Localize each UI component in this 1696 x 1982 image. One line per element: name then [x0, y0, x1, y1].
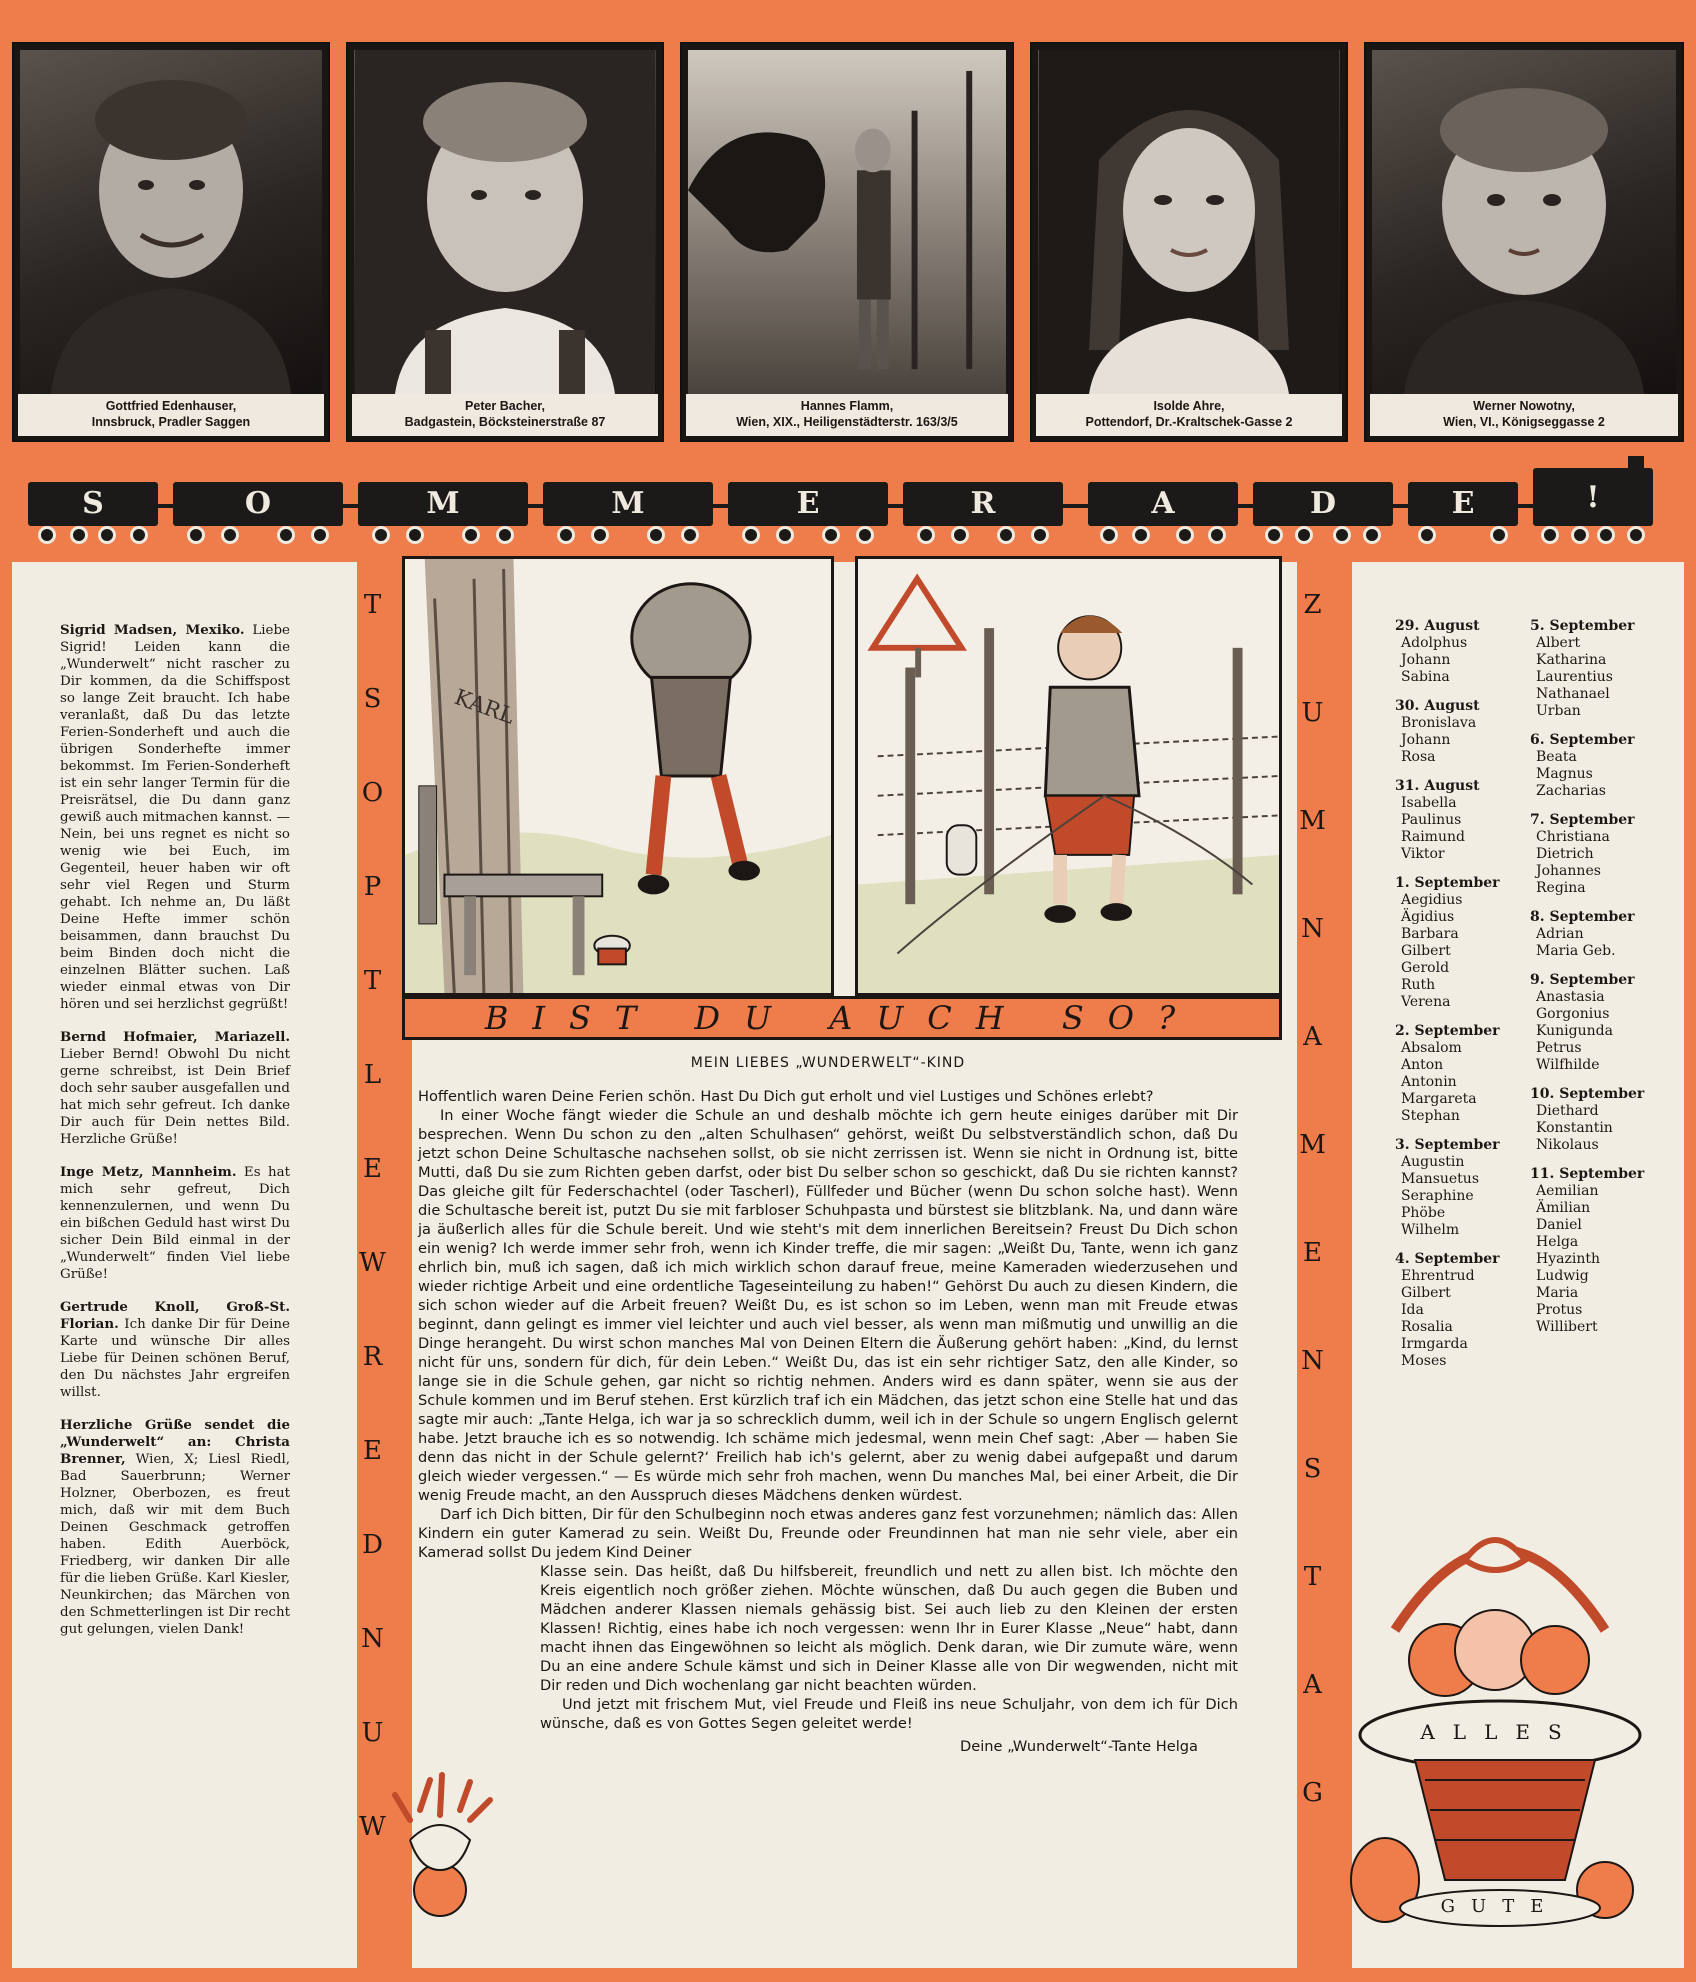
portrait-image	[1038, 50, 1340, 394]
letter-paragraph: Klasse sein. Das heißt, daß Du hilfsbereit, freundlich und nett zu allen bist. Ich möchte den Kreis eigentlich noch größer ziehen. Möchte wünschen, daß Du auch gegen die Buben und Mädchen anderer Klassen niemals gehässig bist. Sei auch lieb zu den Kleinen der ersten Klassen! Richtig, eines habe ich noch vergessen: wenn Ihr in Eurer Klasse „Neue“ habt, dann macht ihnen das Eingewöhnen so leicht als möglich. Denk daran, wie Dir zumute wäre, wenn Du an eine andere Schule kämst und sich in Deiner Klasse alle von Dir wegwenden, nicht mit Dir reden und Dich wochenlang gar nicht beachten würden.	[540, 1563, 1238, 1694]
sommer-ade-train-banner	[28, 456, 1668, 552]
nameday-date: 31. August	[1395, 778, 1480, 794]
portrait-image	[688, 50, 1006, 394]
ribbon-letter: T	[363, 966, 382, 996]
nameday-name: Raimund	[1401, 829, 1465, 845]
nameday-name: Rosa	[1401, 749, 1436, 765]
nameday-name: Wilhelm	[1401, 1222, 1460, 1238]
nameday-name: Adolphus	[1401, 635, 1468, 651]
nameday-name: Anastasia	[1536, 989, 1605, 1005]
nameday-name: Ehrentrud	[1401, 1268, 1475, 1284]
letter-paragraph: Hoffentlich waren Deine Ferien schön. Hast Du Dich gut erholt und viel Lustiges und Schönes erlebt?	[418, 1088, 1154, 1105]
post-entry	[60, 1029, 290, 1148]
ribbon-letter: E	[363, 1154, 382, 1184]
nameday-date: 6. September	[1530, 732, 1635, 748]
photo-address: Wien, VI., Königseggasse 2	[1443, 415, 1605, 429]
nameday-name: Irmgarda	[1401, 1336, 1468, 1352]
namenstag-list-left	[1395, 618, 1500, 1382]
photo-row	[12, 42, 1684, 442]
post-recipient: Sigrid Madsen, Mexiko.	[60, 622, 245, 638]
ribbon-left-text	[345, 590, 400, 1906]
ribbon-top	[12, 548, 1684, 562]
nameday-date: 30. August	[1395, 698, 1480, 714]
post-message: Ich danke Dir für Deine Karte und wünsche Dir alles Liebe für Deinen schönen Beruf, den Du nächstes Jahr ergreifen willst.	[60, 1317, 290, 1400]
train-wagon	[1408, 482, 1518, 526]
nameday-group	[1530, 909, 1644, 960]
ribbon-letter: L	[363, 1060, 382, 1090]
ribbon-letter: E	[1303, 1238, 1322, 1268]
ribbon-letters-right	[1285, 590, 1340, 1886]
photo-name: Peter Bacher,	[465, 399, 545, 413]
nameday-name: Regina	[1536, 880, 1586, 896]
photo-name: Gottfried Edenhauser,	[105, 399, 237, 413]
nameday-group	[1395, 1023, 1500, 1125]
nameday-name: Aegidius	[1401, 892, 1463, 908]
nameday-name: Petrus	[1536, 1040, 1582, 1056]
ribbon-letter: N	[1301, 1346, 1324, 1376]
banner-letter: E	[796, 486, 820, 521]
post-entry	[60, 1164, 290, 1283]
ribbon-letter: A	[1303, 1022, 1322, 1052]
illustration-boy-with-wire	[855, 556, 1282, 996]
letter-narrow-block	[540, 1562, 1238, 1756]
train-locomotive	[1533, 468, 1653, 526]
nameday-name: Johann	[1401, 732, 1451, 748]
nameday-date: 11. September	[1530, 1166, 1645, 1182]
photo-address: Innsbruck, Pradler Saggen	[91, 415, 251, 429]
post-recipient: Inge Metz, Mannheim.	[60, 1164, 237, 1180]
child-photo	[1030, 42, 1348, 442]
ribbon-letter: T	[363, 590, 382, 620]
illustration-boy-leaving	[402, 556, 834, 996]
train-wagon	[728, 482, 888, 526]
chimney-icon	[1628, 456, 1644, 476]
nameday-group	[1395, 618, 1500, 686]
train-wagon	[1088, 482, 1238, 526]
nameday-name: Katharina	[1536, 652, 1607, 668]
post-message: Es hat mich sehr gefreut, Dich kennenzulernen, und wenn Du ein bißchen Geduld hast wirst Du sicher Dein Bild einmal in der „Wunderwelt“ finden Viel liebe Grüße!	[60, 1165, 290, 1282]
nameday-name: Moses	[1401, 1353, 1447, 1369]
nameday-group	[1395, 1251, 1500, 1370]
photo-caption	[1370, 394, 1678, 436]
flower-pot-decoration	[380, 1770, 500, 1920]
nameday-name: Nathanael	[1536, 686, 1610, 702]
ribbon-letter: T	[1303, 1562, 1322, 1592]
nameday-name: Paulinus	[1401, 812, 1462, 828]
nameday-name: Urban	[1536, 703, 1581, 719]
nameday-name: Gorgonius	[1536, 1006, 1610, 1022]
banner-letter: S	[82, 486, 104, 521]
letter-from-tante-helga	[418, 1054, 1238, 1756]
photo-caption	[1036, 394, 1342, 436]
ribbon-letters-left	[345, 590, 400, 1906]
ribbon-letter: P	[363, 872, 382, 902]
post-entry	[60, 622, 290, 1013]
nameday-name: Laurentius	[1536, 669, 1613, 685]
ribbon-letter: E	[363, 1436, 382, 1466]
tree-carving: KARL	[450, 685, 518, 730]
nameday-date: 1. September	[1395, 875, 1500, 891]
nameday-name: Mansuetus	[1401, 1171, 1480, 1187]
fruit-basket-decoration	[1335, 1450, 1665, 1930]
band-title: BIST DU AUCH SO?	[484, 999, 1200, 1037]
nameday-name: Dietrich	[1536, 846, 1594, 862]
post-recipient: Gertrude Knoll, Groß-St. Florian.	[60, 1299, 290, 1332]
nameday-date: 10. September	[1530, 1086, 1645, 1102]
ribbon-letter: W	[359, 1812, 386, 1842]
nameday-group	[1395, 1137, 1500, 1239]
ribbon-letter: D	[362, 1530, 383, 1560]
nameday-date: 3. September	[1395, 1137, 1500, 1153]
photo-name: Isolde Ahre,	[1153, 399, 1225, 413]
letter-title: MEIN LIEBES „WUNDERWELT“-KIND	[690, 1055, 966, 1071]
nameday-name: Verena	[1401, 994, 1451, 1010]
nameday-group	[1530, 1166, 1644, 1336]
nameday-name: Beata	[1536, 749, 1577, 765]
post-entry	[60, 1299, 290, 1401]
nameday-date: 2. September	[1395, 1023, 1500, 1039]
child-photo	[12, 42, 330, 442]
nameday-name: Phöbe	[1401, 1205, 1446, 1221]
letter-paragraph: In einer Woche fängt wieder die Schule an und deshalb möchte ich gern heute einiges darüber mit Dir besprechen. Wenn Du schon zu den „alten Schulhasen“ gehörst, weißt Du selbstverständlich schon, daß Du jetzt schon Deine Schultasche nachsehen sollst, ob sie nicht zerrissen ist. Wenn sie nicht in Ordnung ist, bitte Mutti, daß Du sie zum Richten geben darfst, oder bist Du selber schon so geschickt, daß Du sie richten kannst? Das gleiche gilt für Federschachtel (oder Tascherl), Füllfeder und Bücher (wenn Du schon solche hast). Wenn die Schultasche bereit ist, putzt Du sie mit farbloser Schuhpasta und bürstest sie blitzblank. Na, und dann wäre ja äußerlich alles für die Schule bereit. Und wie steht's mit dem innerlichen Bereitsein? Freust Du Dich schon ein wenig? Ich werde immer sehr froh, wenn ich Kinder treffe, die mir sagen: „Weißt Du, Tante, wenn ich ganz ehrlich bin, muß ich sagen, daß ich mich wirklich schon darauf freue, meine Kameraden wiederzusehen und wieder richtige Arbeit und eine ordentliche Tageseinteilung zu haben!“ Gehörst Du auch zu diesen Kindern, die sich schon wieder auf die Arbeit freuen? Weißt Du, es ist schon so im Leben, wenn man mit Freude etwas beginnt, dann gelingt es immer viel leichter und auch viel besser, als wenn man mißmutig und unwillig an die Dinge herangeht. Du wirst schon manches Mal von Deinen Eltern die Äußerung gehört haben: „Kind, du lernst nicht für uns, sondern für dich, für dein Leben.“ Weißt Du, das ist ein sehr richtiger Satz, den alle Kinder, so lange sie in die Schule gehen, gar nicht so richtig nehmen. Anders wird es dann später, wenn sie aus der Schule kommen und im Beruf stehen. Erst kürzlich traf ich ein Mädchen, das jetzt schon eine Stelle hat und das sagte mir auch: „Tante Helga, ich war ja so schrecklich dumm, weil ich in der Schule so ungern Englisch gelernt habe. Jetzt brauche ich es so notwendig. Ich schäme mich jedesmal, wenn mein Chef sagt: ‚Aber — haben Sie denn das nicht in der Schule gelernt?‘ Freilich hab ich's gelernt, aber zu wenig dabei aufgepaßt und darum gleich wieder vergessen.“ — Es würde mich sehr froh machen, wenn Du manches Mal, bei einer Arbeit, die Dir wenig Freude macht, an den Ausspruch dieses Mädchens denken würdest.	[418, 1107, 1238, 1504]
nameday-name: Willibert	[1536, 1319, 1598, 1335]
post-recipient: Bernd Hofmaier, Mariazell.	[60, 1029, 290, 1045]
nameday-name: Johann	[1401, 652, 1451, 668]
nameday-name: Magnus	[1536, 766, 1593, 782]
child-photo	[680, 42, 1014, 442]
ribbon-letter: A	[1303, 1670, 1322, 1700]
nameday-group	[1395, 875, 1500, 1011]
train-wagon	[28, 482, 158, 526]
nameday-name: Wilfhilde	[1536, 1057, 1600, 1073]
nameday-name: Rosalia	[1401, 1319, 1453, 1335]
nameday-name: Hyazinth	[1536, 1251, 1600, 1267]
nameday-name: Ämilian	[1536, 1200, 1591, 1216]
nameday-name: Ägidius	[1401, 909, 1455, 925]
photo-address: Pottendorf, Dr.-Kraltschek-Gasse 2	[1085, 415, 1293, 429]
banner-letter: A	[1151, 486, 1175, 521]
ribbon-letter: G	[1302, 1778, 1323, 1808]
ribbon-letter: U	[1301, 698, 1324, 728]
ribbon-letter: N	[361, 1624, 384, 1654]
nameday-name: Protus	[1536, 1302, 1583, 1318]
nameday-name: Albert	[1536, 635, 1581, 651]
portrait-image	[20, 50, 322, 394]
ribbon-right-text	[1285, 590, 1340, 1886]
train-wagon	[903, 482, 1063, 526]
nameday-date: 8. September	[1530, 909, 1635, 925]
train-wagon	[173, 482, 343, 526]
child-photo	[1364, 42, 1684, 442]
post-message: Lieber Bernd! Obwohl Du nicht gerne schreibst, ist Dein Brief doch sehr sauber ausgefallen und hat mich sehr gefreut. Ich danke Dir auch für Dein nettes Bild. Herzliche Grüße!	[60, 1047, 290, 1147]
portrait-image	[354, 50, 656, 394]
banner-letter: M	[611, 486, 645, 521]
nameday-name: Stephan	[1401, 1108, 1460, 1124]
nameday-name: Christiana	[1536, 829, 1610, 845]
photo-address: Badgastein, Böcksteinerstraße 87	[404, 415, 606, 429]
nameday-name: Augustin	[1401, 1154, 1465, 1170]
nameday-group	[1395, 778, 1500, 863]
nameday-group	[1530, 812, 1644, 897]
nameday-name: Gilbert	[1401, 1285, 1451, 1301]
bist-du-auch-so-band	[402, 996, 1282, 1040]
ribbon-letter: O	[361, 778, 384, 808]
ribbon-letter: U	[361, 1718, 384, 1748]
nameday-name: Maria	[1536, 1285, 1579, 1301]
banner-letter: R	[970, 486, 996, 521]
ribbon-letter: M	[1299, 806, 1326, 836]
basket-bottom-text: GUTE	[1440, 1896, 1560, 1917]
nameday-name: Ruth	[1401, 977, 1436, 993]
portrait-image	[1372, 50, 1676, 394]
nameday-group	[1530, 732, 1644, 800]
banner-letter: E	[1451, 486, 1475, 521]
child-photo	[346, 42, 664, 442]
nameday-date: 29. August	[1395, 618, 1480, 634]
nameday-name: Adrian	[1536, 926, 1584, 942]
post-entry	[60, 1417, 290, 1638]
nameday-name: Zacharias	[1536, 783, 1606, 799]
ribbon-letter: S	[363, 684, 382, 714]
train-wagon	[358, 482, 528, 526]
photo-caption	[352, 394, 658, 436]
namenstag-list-right	[1530, 618, 1644, 1348]
nameday-group	[1530, 1086, 1644, 1154]
letter-paragraph: Und jetzt mit frischem Mut, viel Freude und Fleiß ins neue Schuljahr, von dem ich für Dich wünsche, daß es von Gottes Segen geleitet werde!	[540, 1696, 1238, 1732]
nameday-date: 5. September	[1530, 618, 1635, 634]
nameday-name: Bronislava	[1401, 715, 1477, 731]
photo-name: Hannes Flamm,	[800, 399, 894, 413]
nameday-name: Daniel	[1536, 1217, 1582, 1233]
banner-letter: O	[244, 486, 272, 521]
nameday-name: Gerold	[1401, 960, 1450, 976]
post-message: Wien, X; Liesl Riedl, Bad Sauerbrunn; Werner Holzner, Oberbozen, es freut mich, daß wir mit dem Buch Deinen Geschmack getroffen haben. Edith Auerböck, Friedberg, wir danken Dir alle für die lieben Grüße. Karl Kiesler, Neunkirchen; das Märchen von den Schmetterlingen ist Dir recht gut gelungen, vielen Dank!	[60, 1452, 290, 1637]
ribbon-letter: W	[359, 1248, 386, 1278]
photo-address: Wien, XIX., Heiligenstädterstr. 163/3/5	[736, 415, 958, 429]
nameday-name: Margareta	[1401, 1091, 1477, 1107]
banner-letter: !	[1586, 480, 1600, 515]
ribbon-letter: S	[1303, 1454, 1322, 1484]
nameday-date: 7. September	[1530, 812, 1635, 828]
nameday-name: Johannes	[1536, 863, 1601, 879]
letter-signature: Deine „Wunderwelt“-Tante Helga	[960, 1738, 1198, 1755]
nameday-name: Antonin	[1401, 1074, 1457, 1090]
nameday-name: Maria Geb.	[1536, 943, 1616, 959]
nameday-name: Kunigunda	[1536, 1023, 1613, 1039]
banner-letter: M	[426, 486, 460, 521]
nameday-name: Ludwig	[1536, 1268, 1589, 1284]
nameday-name: Aemilian	[1536, 1183, 1599, 1199]
basket-top-text: ALLES	[1420, 1720, 1580, 1744]
photo-caption	[686, 394, 1008, 436]
train-wagon	[543, 482, 713, 526]
nameday-date: 4. September	[1395, 1251, 1500, 1267]
nameday-name: Anton	[1401, 1057, 1444, 1073]
letter-paragraph: Darf ich Dich bitten, Dir für den Schulbeginn noch etwas anderes ganz fest vorzunehmen; nämlich das: Allen Kindern ein guter Kamerad zu sein. Weißt Du, Freunde oder Freundinnen hat man nie sehr viele, aber ein Kamerad sollst Du jedem Kind Deiner	[418, 1506, 1238, 1561]
wunderwelt-post-column	[60, 622, 290, 1654]
train-wagon	[1253, 482, 1393, 526]
nameday-name: Barbara	[1401, 926, 1459, 942]
photo-caption	[18, 394, 324, 436]
ribbon-letter: M	[1299, 1130, 1326, 1160]
nameday-name: Sabina	[1401, 669, 1450, 685]
ribbon-letter: Z	[1303, 590, 1322, 620]
post-recipient: Herzliche Grüße sendet die „Wunderwelt“ an: Christa Brenner,	[60, 1417, 290, 1467]
banner-letter: D	[1309, 486, 1336, 521]
nameday-group	[1395, 698, 1500, 766]
ribbon-letter: N	[1301, 914, 1324, 944]
photo-name: Werner Nowotny,	[1473, 399, 1575, 413]
nameday-name: Helga	[1536, 1234, 1579, 1250]
nameday-name: Ida	[1401, 1302, 1424, 1318]
nameday-name: Absalom	[1401, 1040, 1462, 1056]
nameday-name: Seraphine	[1401, 1188, 1474, 1204]
nameday-name: Konstantin	[1536, 1120, 1613, 1136]
nameday-group	[1530, 972, 1644, 1074]
nameday-name: Viktor	[1401, 846, 1445, 862]
nameday-name: Gilbert	[1401, 943, 1451, 959]
nameday-name: Isabella	[1401, 795, 1457, 811]
nameday-date: 9. September	[1530, 972, 1635, 988]
nameday-name: Nikolaus	[1536, 1137, 1599, 1153]
post-message: Liebe Sigrid! Leiden kann die „Wunderwelt“ nicht rascher zu Dir kommen, da die Schiffspost so lange Zeit braucht. Ich habe veranlaßt, daß Du das letzte Ferien-Sonderheft und auch die übrigen Sonderhefte immer bekommst. Im Ferien-Sonderheft ist ein sehr langer Termin für die Preisrätsel, die Du dann ganz gewiß auch mitmachen kannst. — Nein, bei uns regnet es nicht so wenig wie bei Euch, im Gegenteil, heuer haben wir oft sehr viel Regen und Sturm gehabt. Ich nehme an, Du läßt Deine Hefte immer schön beisammen, dann brauchst Du beim Binden doch nicht die einzelnen Blätter suchen. Laß wieder einmal etwas von Dir hören und sei herzlichst gegrüßt!	[60, 623, 290, 1012]
nameday-name: Diethard	[1536, 1103, 1599, 1119]
ribbon-letter: R	[362, 1342, 383, 1372]
nameday-group	[1530, 618, 1644, 720]
